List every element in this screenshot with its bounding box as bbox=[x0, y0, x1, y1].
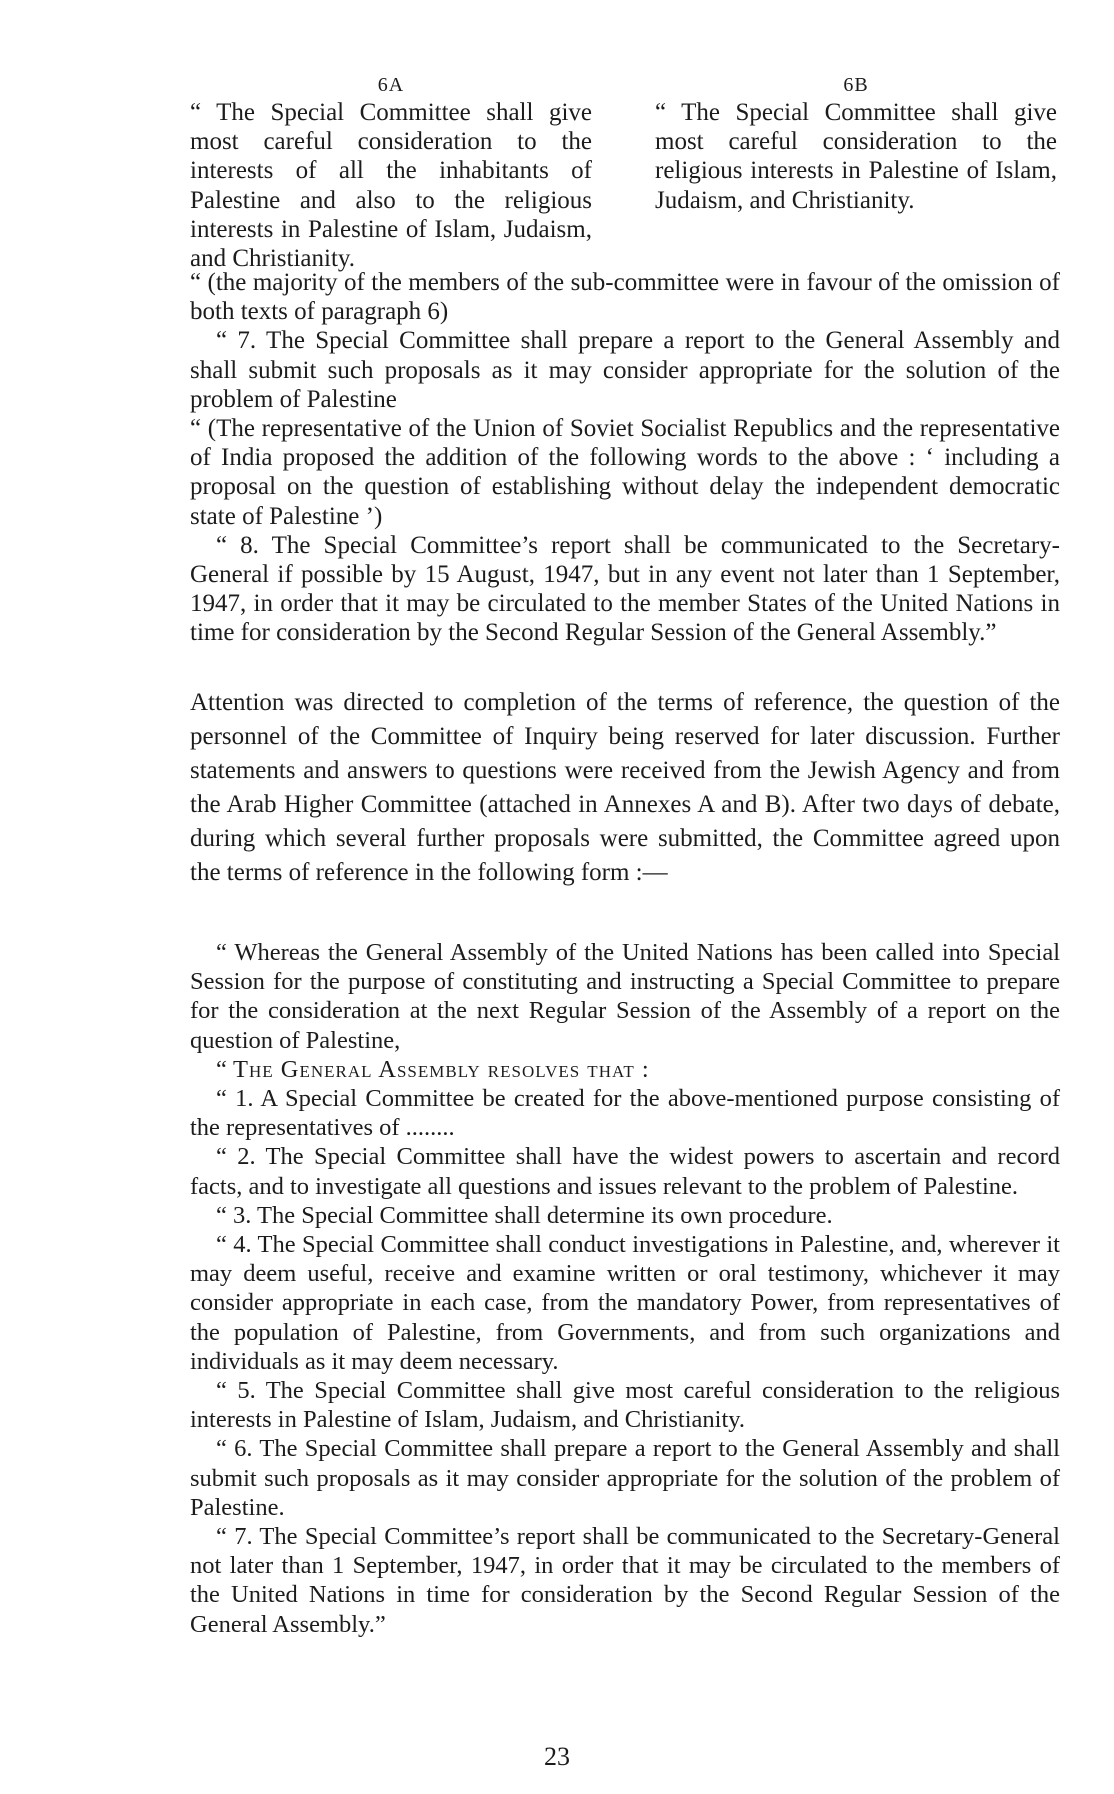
draft-notes-block bbox=[190, 268, 1060, 648]
column-6a-label: 6A bbox=[377, 74, 405, 96]
resolution-item: “ 4. The Special Committee shall conduct investigations in Palestine, and, wherever it may deem useful, receive and examine written or oral testimony, whichever it may consider appropriate in each case, from the mandatory Power, from representatives of the population of Palestine, from Governments, and from such organizations and individuals as it may deem necessary. bbox=[190, 1231, 1060, 1375]
resolution-item: “ 5. The Special Committee shall give most careful consideration to the religious interests in Palestine of Islam, Judaism, and Christianity. bbox=[190, 1377, 1060, 1434]
paragraph: “ 7. The Special Committee shall prepare a report to the General Assembly and shall submit such proposals as it may consider appropriate for the solution of the problem of Palestine bbox=[190, 327, 1060, 413]
resolution-item: “ 2. The Special Committee shall have the widest powers to ascertain and record facts, and to investigate all questions and issues relevant to the problem of Palestine. bbox=[190, 1143, 1060, 1200]
resolution-item: “ 1. A Special Committee be created for the above-mentioned purpose consisting of the representatives of ........ bbox=[190, 1085, 1060, 1142]
attention-paragraph bbox=[190, 686, 1060, 890]
resolution-item: “ 6. The Special Committee shall prepare a report to the General Assembly and shall submit such proposals as it may consider appropriate for the solution of the problem of Palestine. bbox=[190, 1435, 1060, 1521]
paragraph: “ (The representative of the Union of Soviet Socialist Republics and the representative of India proposed the addition of the following words to the above : ‘ including a proposal on the question of establishing without delay the independent democratic state of Palestine ’) bbox=[190, 415, 1060, 530]
resolves-heading: “ The General Assembly resolves that : bbox=[216, 1055, 650, 1083]
terms-of-reference bbox=[190, 938, 1060, 1639]
paragraph: “ 8. The Special Committee’s report shall be communicated to the Secretary-General if possible by 15 August, 1947, but in any event not later than 1 September, 1947, in order that it may be circulated to the member States of the United Nations in time for consideration by the Second Regular Session of the General Assembly.” bbox=[190, 531, 1060, 647]
column-6b-label: 6B bbox=[843, 74, 869, 96]
column-6b bbox=[655, 72, 1057, 215]
resolution-item: “ 3. The Special Committee shall determine its own procedure. bbox=[216, 1201, 833, 1229]
resolution-item: “ 7. The Special Committee’s report shall be communicated to the Secretary-General not later than 1 September, 1947, in order that it may be circulated to the members of the United Nations in time for consideration by the Second Regular Session of the General Assembly.” bbox=[190, 1523, 1060, 1638]
column-6a bbox=[190, 72, 592, 273]
column-6a-text: “ The Special Committee shall give most careful consideration to the interests of all the inhabitants of Palestine and also to the religious interests in Palestine of Islam, Judaism, and Christianity. bbox=[190, 99, 592, 273]
column-6b-text: “ The Special Committee shall give most careful consideration to the religious interests in Palestine of Islam, Judaism, and Christianity. bbox=[655, 99, 1057, 214]
paragraph: Attention was directed to completion of the terms of reference, the question of the personnel of the Committee of Inquiry being reserved for later discussion. Further statements and answers to questions were received from the Jewish Agency and from the Arab Higher Committee (attached in Annexes A and B). After two days of debate, during which several further proposals were submitted, the Committee agreed upon the terms of reference in the following form :— bbox=[190, 689, 1060, 886]
page-number: 23 bbox=[544, 1742, 570, 1771]
whereas-clause: “ Whereas the General Assembly of the United Nations has been called into Special Session for the purpose of constituting and instructing a Special Committee to prepare for the consideration at the next Regular Session of the Assembly of a report on the question of Palestine, bbox=[190, 939, 1060, 1054]
paragraph: “ (the majority of the members of the sub-committee were in favour of the omission of both texts of paragraph 6) bbox=[190, 269, 1060, 326]
